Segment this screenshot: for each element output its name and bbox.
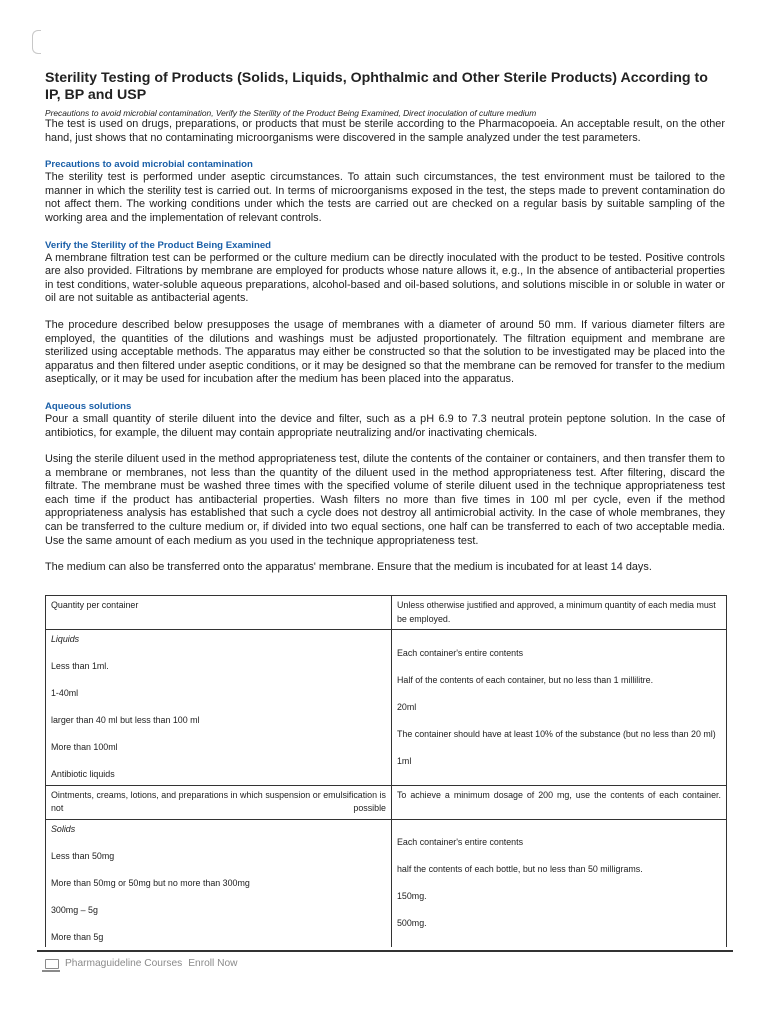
table-row <box>46 630 727 786</box>
footer-banner[interactable] <box>45 958 238 969</box>
table-item: 300mg – 5g <box>51 904 98 915</box>
table-item: More than 100ml <box>51 742 118 752</box>
table-group-label: Solids <box>51 823 76 834</box>
section-heading: Verify the Sterility of the Product Being Examined <box>45 239 272 251</box>
page-subtitle: Precautions to avoid microbial contamination, Verify the Sterility of the Product Being Examined, Direct inoculation of culture medium <box>45 108 537 118</box>
table-row <box>46 819 727 947</box>
section-verify <box>45 240 725 387</box>
table-cell <box>46 819 392 947</box>
table-item: larger than 40 ml but less than 100 ml <box>51 715 200 725</box>
quantity-table <box>45 595 727 947</box>
page-title: Sterility Testing of Products (Solids, Liquids, Ophthalmic and Other Sterile Products) According to IP, BP and USP <box>45 70 708 103</box>
table-item: Each container's entire contents <box>397 837 524 847</box>
section-heading: Precautions to avoid microbial contamination <box>45 159 253 171</box>
table-cell: Unless otherwise justified and approved, a minimum quantity of each media must be employed. <box>392 596 727 630</box>
table-item: 1ml <box>397 755 412 766</box>
footer-courses-link[interactable]: Pharmaguideline Courses <box>65 958 183 969</box>
section-paragraph: A membrane filtration test can be performed or the culture medium can be directly inoculated with the product to be tested. Positive controls are also provided. Filtrations by membrane are employed for products whose nature allows it, e.g., In the absence of antibacterial properties in test conditions, water-soluble aqueous preparations, alcohol-based and oil-based solutions, and solutions miscible in or soluble in water or oil are not suitable as antibacterial agents. <box>45 251 725 305</box>
table-row <box>46 785 727 819</box>
table-row <box>46 596 727 630</box>
table-cell <box>392 785 727 819</box>
table-cell: Quantity per container <box>46 596 392 630</box>
table-item: 150mg. <box>397 891 427 901</box>
table-item: 20ml <box>397 701 417 712</box>
section-paragraph: Pour a small quantity of sterile diluent into the device and filter, such as a pH 6.9 to 7.3 neutral protein peptone solution. In the case of antibiotics, for example, the diluent may contain appropriate neutralizing and/or inactivating chemicals. <box>45 412 725 439</box>
section-paragraph: The procedure described below presupposes the usage of membranes with a diameter of around 50 mm. If various diameter filters are employed, the quantities of the dilutions and washings must be adjusted proportionately. The filtration equipment and membrane are sterilized using acceptable methods. The apparatus may either be constructed so that the solution to be investigated may be placed into the apparatus and then filtered under aseptic conditions, or it may be designed so that the membrane can be removed for transfer to the medium aseptically, or it may be used for incubation after the medium has been placed into the apparatus. <box>45 318 725 386</box>
laptop-icon <box>45 959 59 969</box>
table-item: The container should have at least 10% of the substance (but no less than 20 ml) <box>397 728 716 739</box>
footer-enroll-link[interactable]: Enroll Now <box>188 958 238 969</box>
table-item: Half of the contents of each container, but no less than 1 millilitre. <box>397 674 654 685</box>
table-item: 1-40ml <box>51 688 79 698</box>
table-item: More than 50mg or 50mg but no more than 300mg <box>51 877 250 888</box>
section-aqueous <box>45 401 725 575</box>
section-precautions <box>45 159 725 225</box>
table-item: half the contents of each bottle, but no less than 50 milligrams. <box>397 864 643 874</box>
table-cell <box>46 785 392 819</box>
section-paragraph: The medium can also be transferred onto the apparatus' membrane. Ensure that the medium is incubated for at least 14 days. <box>45 561 652 574</box>
table-cell <box>46 630 392 786</box>
table-item: Ointments, creams, lotions, and preparations in which suspension or emulsification is not possible <box>51 789 386 813</box>
table-item: To achieve a minimum dosage of 200 mg, use the contents of each container. <box>397 789 721 800</box>
intro-paragraph: The test is used on drugs, preparations, or products that must be sterile according to the Pharmacopoeia. An acceptable result, on the other hand, just shows that no contaminating microorganisms were discovered in the sample analyzed under the test parameters. <box>45 118 725 144</box>
section-paragraph: Using the sterile diluent used in the method appropriateness test, dilute the contents of the container or containers, and then transfer them to a membrane or membranes, not less than the quantity of the diluent used in the method appropriateness test. After filtering, discard the filtrate. The membrane must be washed three times with the specified volume of sterile diluent used in the technique appropriateness test each time if the product has antibacterial properties. Wash filters no more than five times in 100 ml per cycle, even if the method appropriateness analysis has established that such a cycle does not destroy all antimicrobial activity. In the case of whole membranes, they can be transferred to the culture medium or, if divided into two equal sections, one half can be transferred to each of two acceptable media. Use the same amount of each medium as you used in the technique appropriateness test. <box>45 453 725 547</box>
page-bracket-icon <box>32 30 41 54</box>
section-heading: Aqueous solutions <box>45 400 132 412</box>
table-item: Less than 50mg <box>51 850 115 861</box>
table-cell <box>392 819 727 947</box>
table-cell <box>392 630 727 786</box>
table-group-label: Liquids <box>51 634 80 644</box>
section-paragraph: The sterility test is performed under aseptic circumstances. To attain such circumstances, the test environment must be tailored to the manner in which the sterility test is carried out. In terms of microorganisms exposed in the test, the steps made to prevent contamination do not affect them. The working conditions under which the tests are carried out are checked on a regular basis by suitable sampling of the working area and the implementation of relevant controls. <box>45 171 725 224</box>
table-item: Each container's entire contents <box>397 647 524 658</box>
table-item: More than 5g <box>51 931 104 942</box>
table-item: 500mg. <box>397 918 427 928</box>
table-item: Less than 1ml. <box>51 661 109 671</box>
table-item: Antibiotic liquids <box>51 769 115 779</box>
article <box>45 70 725 575</box>
table-bottom-rule <box>37 950 733 952</box>
